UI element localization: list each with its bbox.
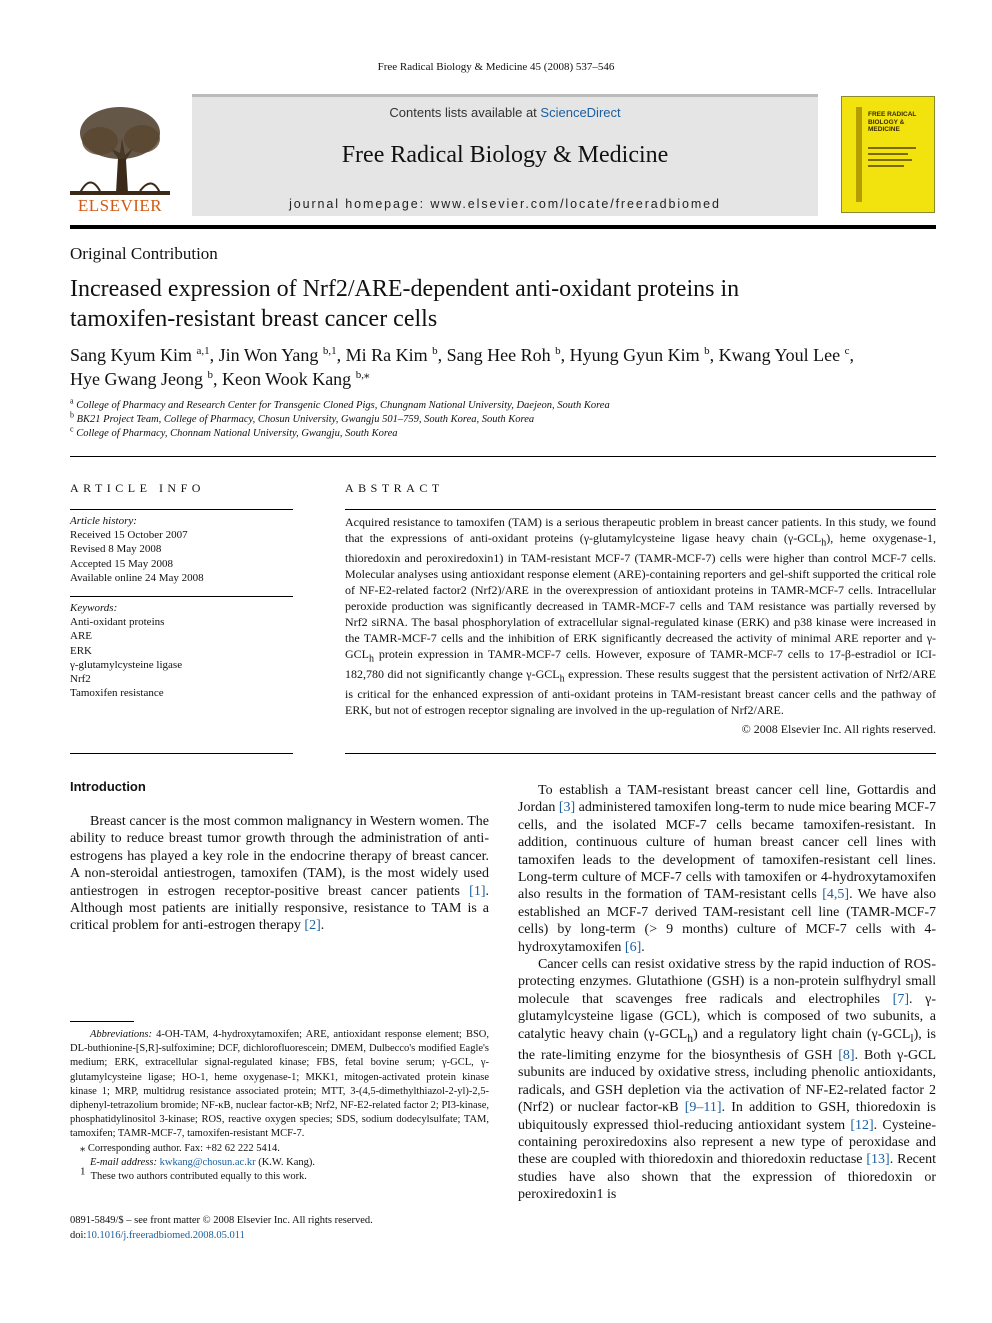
divider — [345, 753, 936, 754]
citation-link[interactable]: [9–11] — [684, 1100, 722, 1116]
journal-homepage[interactable]: journal homepage: www.elsevier.com/locate/freeradbiomed — [289, 197, 721, 211]
footnotes — [70, 1028, 489, 1184]
keyword: Nrf2 — [70, 673, 91, 686]
corresponding-footnote: ⁎ Corresponding author. Fax: +82 62 222 5414. — [80, 1142, 280, 1154]
journal-cover-image — [841, 96, 935, 213]
keyword: Anti-oxidant proteins — [70, 616, 165, 629]
contents-prefix: Contents lists available at — [389, 105, 537, 120]
author: Sang Kyum Kim $^{a,1}$, — [70, 345, 219, 365]
citation-link[interactable]: [8] — [838, 1047, 855, 1063]
article-title — [70, 274, 936, 334]
sciencedirect-link[interactable]: ScienceDirect — [540, 105, 621, 120]
header-rule — [70, 225, 936, 229]
abstract-copyright: © 2008 Elsevier Inc. All rights reserved. — [741, 722, 936, 736]
abbreviations-footnote: Abbreviations: 4-OH-TAM, 4-hydroxytamoxifen; ARE, antioxidant response element; BSO, DL-buthionine-[S,R]-sulfoximine; DCF, dichlorofluorescein; DMEM, Dulbecco's modified Eagle's medium; ERK, extracellular signal-regulated kinase; FBS, fetal bovine serum; γ-GCL, γ-glutamylcysteine ligase; HO-1, heme oxygenase-1; MKK1, mitogen-activated protein kinase kinase 1; MRP, multidrug resistance associated protein; MTT, 3-(4,5-dimethylthiazol-2-yl)-2,5-diphenyl-tetrazolium bromide; NF-κB, nuclear factor-κB; Nrf2, NF-E2-related factor 2; PI3-kinase, phosphatidylinositol 3-kinase; ROS, reactive oxygen species; SDS, sodium dodecylsulfate; TAM, tamoxifen; TAMR-MCF-7, tamoxifen-resistant MCF-7. — [70, 1029, 489, 1140]
title-line-1: Increased expression of Nrf2/ARE-dependent anti-oxidant proteins in — [70, 276, 740, 302]
citation-link[interactable]: [13] — [866, 1152, 890, 1168]
affiliation-a: $^a$ College of Pharmacy and Research Center for Transgenic Cloned Pigs, Chungnam National University, Daejeon, South Korea — [70, 396, 610, 411]
section-type: Original Contribution — [70, 244, 218, 263]
article-info-heading: ARTICLE INFO — [70, 481, 205, 495]
divider — [345, 509, 936, 510]
divider — [70, 456, 936, 457]
author-list — [70, 343, 936, 391]
author: Hye Gwang Jeong $^b$, — [70, 369, 222, 389]
citation-link[interactable]: [1] — [469, 883, 486, 899]
affiliation-b: $^b$ BK21 Project Team, College of Pharmacy, Chosun University, Gwangju 501–759, South Korea, South Korea — [70, 410, 535, 425]
body-column-right — [518, 782, 936, 1204]
journal-title: Free Radical Biology & Medicine — [341, 142, 669, 168]
equal-contribution-footnote: $^1$ These two authors contributed equally to this work. — [80, 1165, 307, 1183]
author: Jin Won Yang $^{b,1}$, — [218, 345, 346, 365]
cover-title: FREE RADICAL BIOLOGY & MEDICINE — [868, 111, 917, 133]
footnote-rule — [70, 1021, 134, 1022]
author: Kwang Youl Lee $^c$, — [718, 345, 855, 365]
publisher-name: ELSEVIER — [77, 196, 163, 215]
contents-line — [192, 105, 818, 120]
paragraph: Breast cancer is the most common malignancy in Western women. The ability to reduce breast tumor growth through the administration of anti-estrogens has played a key role in the endocrine therapy of breast cancer. A non-steroidal antiestrogen, tamoxifen (TAM), is the most widely used antiestrogen in estrogen receptor-positive breast cancer patients [1]. Although most patients are initially responsive, resistance to TAM is a critical problem for anti-estrogen therapy [2]. — [70, 814, 489, 934]
doi-link[interactable]: 10.1016/j.freeradbiomed.2008.05.011 — [86, 1229, 245, 1241]
email-footnote: E-mail address: kwkang@chosun.ac.kr (K.W. Kang). — [90, 1156, 315, 1168]
author: Sang Hee Roh $^b$, — [446, 345, 570, 365]
abstract-heading: ABSTRACT — [345, 481, 444, 495]
citation-link[interactable]: [7] — [892, 991, 909, 1007]
citation-link[interactable]: [6] — [624, 939, 642, 955]
keywords: Keywords: Anti-oxidant proteins ARE ERK γ-glutamylcysteine ligase Nrf2 Tamoxifen resistance — [70, 601, 293, 700]
citation-link[interactable]: [4,5] — [822, 887, 850, 903]
author: Hyung Gyun Kim $^b$, — [569, 345, 719, 365]
citation-link[interactable]: [3] — [558, 800, 576, 816]
author: Keon Wook Kang $^{b,⁎}$ — [221, 369, 370, 389]
affiliation-c: $^c$ College of Pharmacy, Chonnam National University, Gwangju, South Korea — [70, 424, 398, 439]
divider — [70, 753, 293, 754]
author: Mi Ra Kim $^b$, — [345, 345, 447, 365]
divider — [70, 596, 293, 597]
issn-doi-block — [70, 1214, 373, 1243]
email-link[interactable]: kwkang@chosun.ac.kr — [159, 1156, 256, 1168]
paragraph: To establish a TAM-resistant breast cancer cell line, Gottardis and Jordan [3] administered tamoxifen long-term to nude mice bearing MCF-7 cells, and the isolated MCF-7 cells became tamoxifen-resistant. In addition, continuous culture of human breast cancer cell lines with tamoxifen leads to the development of tamoxifen-resistant cell lines. Long-term culture of MCF-7 cells with tamoxifen or 4-hydroxytamoxifen also results in the formation of TAM-resistant cells [4,5]. We have also established an MCF-7 derived TAM-resistant cell line (TAMR-MCF-7 cells) by long-term (> 9 months) culture of MCF-7 cells with 4-hydroxytamoxifen [6]. — [518, 783, 936, 955]
keyword: ERK — [70, 644, 92, 657]
article-history: Article history: Received 15 October 2007 Revised 8 May 2008 Accepted 15 May 2008 Available online 24 May 2008 — [70, 515, 204, 584]
running-head: Free Radical Biology & Medicine 45 (2008) 537–546 — [377, 61, 615, 73]
keyword: γ-glutamylcysteine ligase — [70, 658, 183, 671]
keyword: ARE — [70, 630, 92, 643]
keyword: Tamoxifen resistance — [70, 687, 164, 700]
divider — [70, 509, 293, 510]
citation-link[interactable]: [12] — [850, 1117, 874, 1133]
abstract-text: Acquired resistance to tamoxifen (TAM) is a serious therapeutic problem in breast cancer patients. In this study, we found that the expressions of anti-oxidant proteins (γ-glutamylcysteine ligase heavy chain $(\gamma-GCL_h)$, heme oxygenase-1, thioredoxin and peroxiredoxin1) in TAM-resistant MCF-7 (TAMR-MCF-7) cells were higher than control MCF-7 cells. Molecular analyses using antioxidant response element (ARE)-containing reporters and gel-shift supported the critical role of NF-E2-related factor2 (Nrf2)/ARE in the overexpression of antioxidant proteins in TAMR-MCF-7 cells. Intracellular peroxide production was significantly decreased in TAMR-MCF-7 cells and TAM resistance was partially reversed by Nrf2 siRNA. The basal phosphorylation of extracellular signal-regulated kinase (ERK) and p38 kinase were increased in the TAMR-MCF-7 cells and the inhibition of ERK significantly decreased the activity of minimal ARE reporter and $\gamma-GCL_h$ protein expression in TAMR-MCF-7 cells. However, exposure of TAMR-MCF-7 cells to 17-β-estradiol or ICI-182,780 did not significantly change $\gamma-GCL_h$ expression. These results suggest that the persistent activation of Nrf2/ARE is critical for the enhanced expression of anti-oxidant proteins in TAM-resistant breast cancer cells and the pathway of ERK, but not of estrogen receptor signaling are involved in the up-regulation of Nrf2/ARE. — [345, 515, 936, 718]
body-column-left — [70, 813, 489, 935]
doi-line: doi:10.1016/j.freeradbiomed.2008.05.011 — [70, 1229, 245, 1241]
title-line-2: tamoxifen-resistant breast cancer cells — [70, 306, 438, 332]
introduction-heading: Introduction — [70, 779, 146, 794]
elsevier-tree-logo — [70, 103, 170, 211]
paragraph: Cancer cells can resist oxidative stress by the rapid induction of ROS-protecting enzymes. Glutathione (GSH) is a non-protein sulfhydryl small molecule that scavenges free radicals and electrophiles [7]. γ-glutamylcysteine ligase (GCL), which is composed of two subunits, a catalytic heavy chain $(\gamma-GCL_h)$ and a regulatory light chain $(\gamma-GCL_l)$, is the rate-limiting enzyme for the biosynthesis of GSH [8]. Both γ-GCL subunits are induced by oxidative stress, including phenolic antioxidants, radicals, and GSH depletion via the activation of NF-E2-related factor 2 (Nrf2) or nuclear factor-κB [9–11]. In addition to GSH, thioredoxin is ubiquitously expressed thiol-reducing antioxidant system [12]. Cysteine-containing peroxiredoxins also represent a new type of peroxidase and these are coupled with thioredoxin and thioredoxin reductase [13]. Recent studies have also shown that the expression of thioredoxin or peroxiredoxin1 is — [518, 957, 937, 1203]
citation-link[interactable]: [2] — [304, 918, 321, 934]
issn-line: 0891-5849/$ – see front matter © 2008 Elsevier Inc. All rights reserved. — [70, 1215, 373, 1226]
